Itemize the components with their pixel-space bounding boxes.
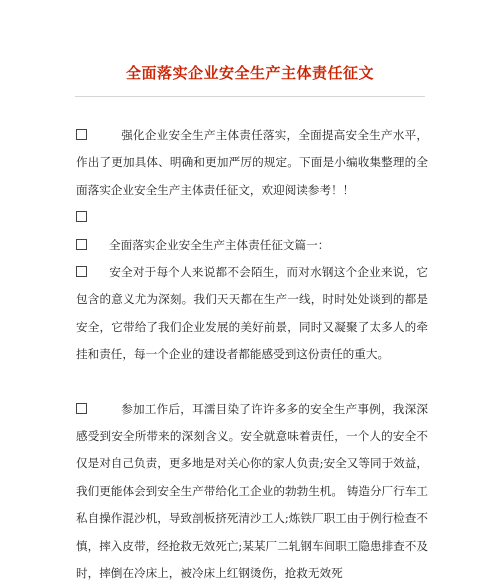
document-title: 全面落实企业安全生产主体责任征文	[125, 64, 374, 82]
paragraph-text: 强化企业安全生产主体责任落实，全面提高安全生产水平，作出了更加具体、明确和更加严厉的规定。下面是小编收集整理的全面落实企业安全生产主体责任征文，欢迎阅读参考！！	[76, 128, 428, 197]
paragraph-text: 全面落实企业安全生产主体责任征文篇一：	[109, 237, 330, 252]
paragraph-one	[76, 259, 428, 369]
paragraph-empty	[76, 204, 428, 231]
title-divider	[75, 96, 425, 97]
checkbox-square-icon	[76, 266, 87, 277]
paragraph-text: 参加工作后，耳濡目染了许许多多的安全生产事例，我深深感受到安全所带来的深刻含义。安全就意味着责任，一个人的安全不仅是对自己负责，更多地是对关心你的家人负责;安全又等同于效益，我们更能体会到安全生产带给化工企业的勃勃生机。 铸造分厂行车工私自操作混沙机，导致剖板挤死清沙工人;炼铁厂职工由于例行检查不慎，摔入皮带，经抢救无效死亡;某某厂二轧钢车间职工隐患排查不及时，摔倒在冷床上，被冷床上红钢烫伤，抢救无效死	[76, 401, 428, 581]
paragraph-two	[76, 396, 428, 588]
checkbox-square-icon	[76, 239, 87, 250]
paragraph-intro	[76, 122, 428, 204]
paragraph-text: 安全对于每个人来说都不会陌生，而对水钢这个企业来说，它包含的意义尤为深刻。我们天天都在生产一线，时时处处谈到的都是安全，它带给了我们企业发展的美好前景，同时又凝聚了太多人的牵挂和责任，每一个企业的建设者都能感受到这份责任的重大。	[76, 265, 428, 362]
checkbox-square-icon	[76, 211, 87, 222]
checkbox-square-icon	[76, 129, 87, 140]
checkbox-square-icon	[76, 403, 87, 414]
document-body	[76, 122, 428, 588]
paragraph-heading	[76, 232, 428, 259]
